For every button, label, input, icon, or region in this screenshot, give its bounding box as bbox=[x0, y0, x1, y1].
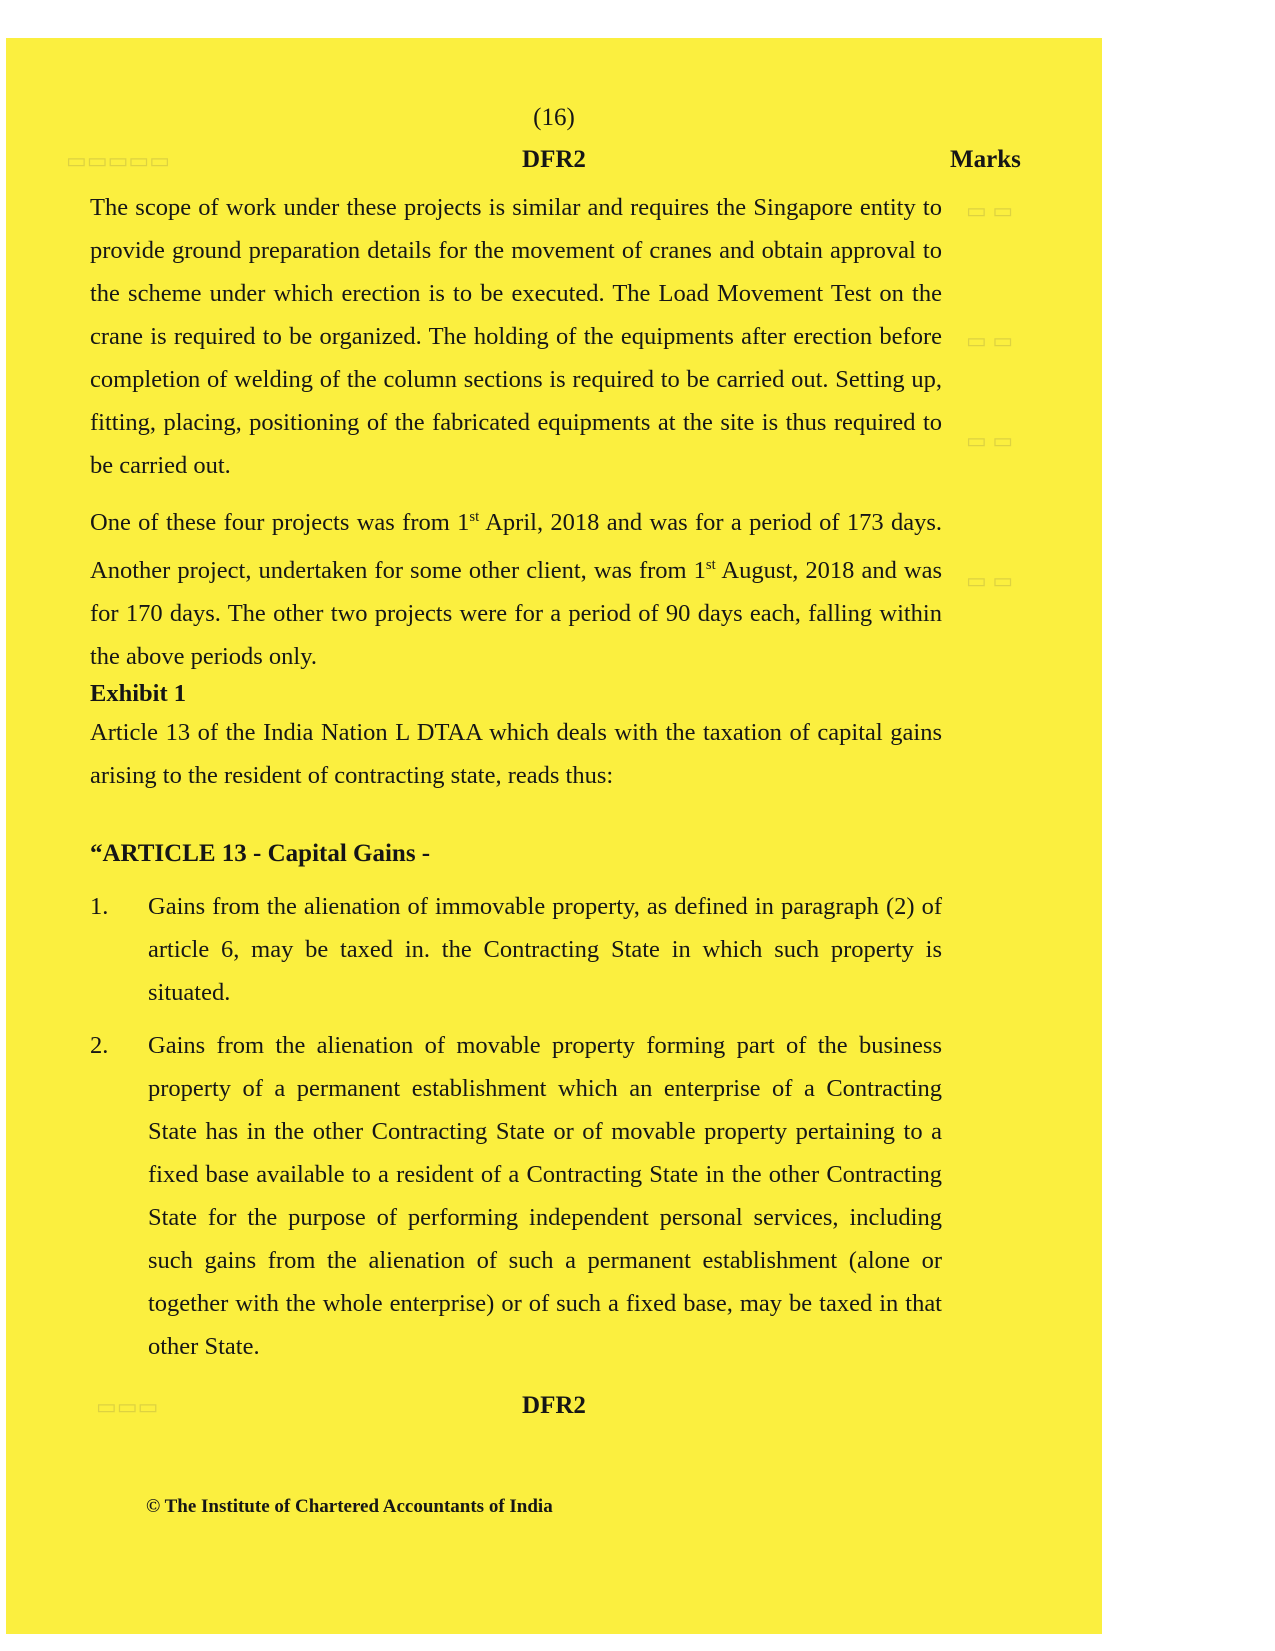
bleed-through-texture: ▭▭▭▭▭ bbox=[66, 148, 170, 173]
exhibit-title: Exhibit 1 bbox=[90, 680, 186, 707]
scope-of-work-paragraph: The scope of work under these projects is similar and requires the Singapore entity to provide ground preparation details for the movement of cranes and obtain approval to the scheme under which erection is to be executed. The Load Movement Test on the crane is required to be organized. The holding of the equipments after erection before completion of welding of the column sections is required to be carried out. Setting up, fitting, placing, positioning of the fabricated equipments at the site is thus required to be carried out. bbox=[90, 194, 942, 479]
paper-code-header: DFR2 bbox=[522, 146, 586, 173]
bleed-through-texture: ▭▭▭ bbox=[96, 1394, 159, 1419]
page-number: (16) bbox=[533, 104, 575, 131]
article-clause-1 bbox=[90, 885, 942, 1014]
bleed-through-texture: ▭ ▭ bbox=[966, 428, 1014, 453]
marks-column-label: Marks bbox=[950, 146, 1021, 173]
bleed-through-texture: ▭ ▭ bbox=[966, 328, 1014, 353]
project-periods-paragraph: One of these four projects was from 1st April, 2018 and was for a period of 173 days. Another project, undertaken for some other client, was from 1st August, 2018 and was for 170 days. The other two projects were for a period of 90 days each, falling within the above periods only. bbox=[90, 509, 942, 671]
clause-number: 1. bbox=[90, 893, 109, 920]
clause-text: Gains from the alienation of movable property forming part of the business property of a permanent establishment which an enterprise of a Contracting State has in the other Contracting State or of movable property pertaining to a fixed base available to a resident of a Contracting State in the other Contracting State for the purpose of performing independent personal services, including such gains from the alienation of such a permanent establishment (alone or together with the whole enterprise) or of such a fixed base, may be taxed in that other State. bbox=[148, 1032, 942, 1360]
article-heading: “ARTICLE 13 - Capital Gains - bbox=[90, 840, 431, 867]
paper-code-footer: DFR2 bbox=[522, 1392, 586, 1419]
copyright-notice: © The Institute of Chartered Accountants of India bbox=[146, 1496, 553, 1517]
clause-text: Gains from the alienation of immovable property, as defined in paragraph (2) of article 6, may be taxed in. the Contracting State in which such property is situated. bbox=[148, 893, 942, 1006]
article-clause-2 bbox=[90, 1024, 942, 1368]
bleed-through-texture: ▭ ▭ bbox=[966, 568, 1014, 593]
clause-number: 2. bbox=[90, 1032, 109, 1059]
exhibit-intro-paragraph: Article 13 of the India Nation L DTAA which deals with the taxation of capital gains arising to the resident of contracting state, reads thus: bbox=[90, 719, 942, 789]
question-paper-sheet bbox=[6, 38, 1102, 1634]
bleed-through-texture: ▭ ▭ bbox=[966, 198, 1014, 223]
